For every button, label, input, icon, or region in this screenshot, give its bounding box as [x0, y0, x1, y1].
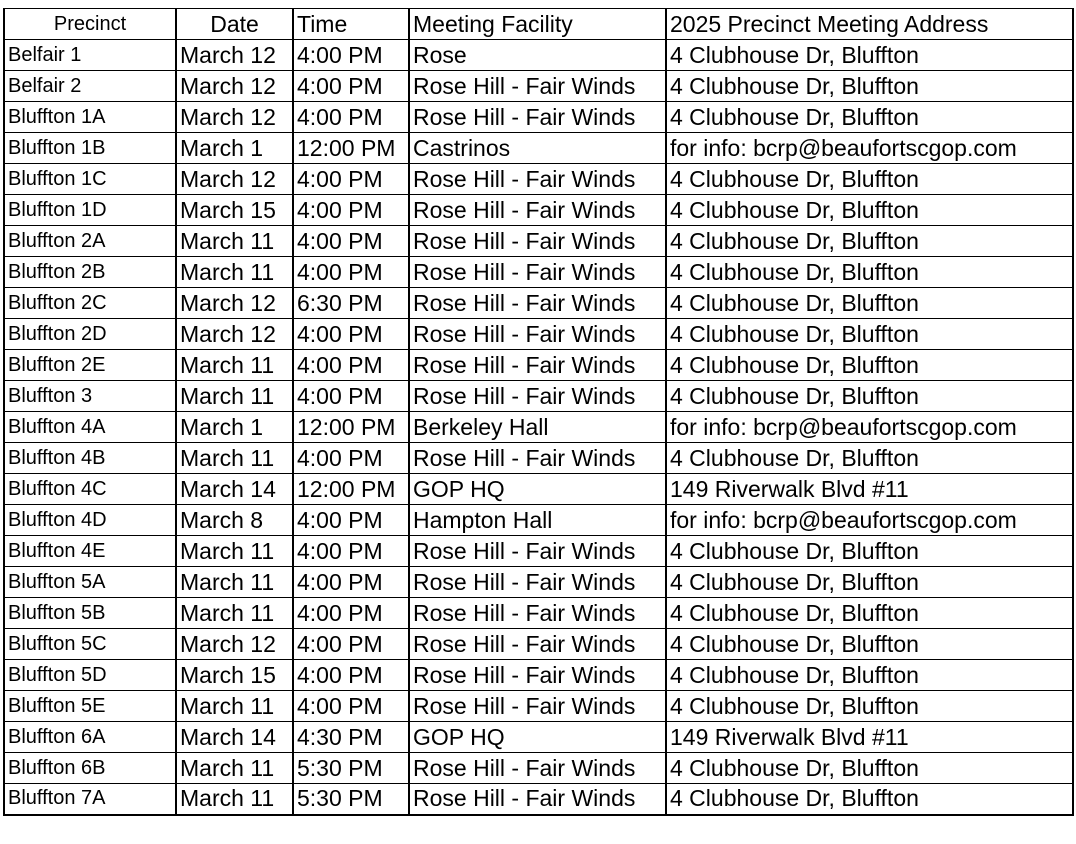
meeting-facility-cell: Hampton Hall — [409, 505, 666, 536]
meeting-facility-cell: Rose Hill - Fair Winds — [409, 195, 666, 226]
table-row — [4, 350, 1073, 381]
precinct-cell: Bluffton 1D — [4, 195, 176, 226]
time-cell: 4:00 PM — [293, 505, 409, 536]
date-cell: March 12 — [176, 40, 293, 71]
meeting-address-cell: 4 Clubhouse Dr, Bluffton — [666, 443, 1073, 474]
table-row — [4, 319, 1073, 350]
meeting-facility-cell: Rose Hill - Fair Winds — [409, 660, 666, 691]
meeting-facility-cell: GOP HQ — [409, 722, 666, 753]
time-cell: 4:00 PM — [293, 691, 409, 722]
meeting-facility-cell: Rose Hill - Fair Winds — [409, 257, 666, 288]
precinct-cell: Bluffton 2B — [4, 257, 176, 288]
time-cell: 4:00 PM — [293, 102, 409, 133]
table-row — [4, 567, 1073, 598]
date-cell: March 12 — [176, 71, 293, 102]
time-cell: 12:00 PM — [293, 412, 409, 443]
meeting-facility-cell: Rose Hill - Fair Winds — [409, 319, 666, 350]
date-cell: March 11 — [176, 753, 293, 784]
meeting-address-cell: 4 Clubhouse Dr, Bluffton — [666, 691, 1073, 722]
precinct-cell: Bluffton 4C — [4, 474, 176, 505]
precinct-cell: Bluffton 6A — [4, 722, 176, 753]
meeting-address-cell: 149 Riverwalk Blvd #11 — [666, 722, 1073, 753]
date-cell: March 12 — [176, 629, 293, 660]
meeting-address-cell: 4 Clubhouse Dr, Bluffton — [666, 660, 1073, 691]
precinct-cell: Bluffton 5B — [4, 598, 176, 629]
date-cell: March 8 — [176, 505, 293, 536]
meeting-facility-cell: Rose Hill - Fair Winds — [409, 226, 666, 257]
meeting-address-cell: for info: bcrp@beaufortscgop.com — [666, 412, 1073, 443]
meeting-address-cell: 4 Clubhouse Dr, Bluffton — [666, 381, 1073, 412]
date-cell: March 11 — [176, 381, 293, 412]
meeting-facility-cell: Rose Hill - Fair Winds — [409, 567, 666, 598]
table-row — [4, 629, 1073, 660]
table-row — [4, 40, 1073, 71]
meeting-facility-cell: Rose Hill - Fair Winds — [409, 443, 666, 474]
meeting-address-cell: 4 Clubhouse Dr, Bluffton — [666, 102, 1073, 133]
time-cell: 4:00 PM — [293, 598, 409, 629]
meeting-address-cell: 4 Clubhouse Dr, Bluffton — [666, 226, 1073, 257]
time-cell: 5:30 PM — [293, 784, 409, 815]
table-row — [4, 133, 1073, 164]
meeting-address-cell: 4 Clubhouse Dr, Bluffton — [666, 319, 1073, 350]
date-cell: March 11 — [176, 691, 293, 722]
meeting-facility-cell: Rose Hill - Fair Winds — [409, 691, 666, 722]
meeting-facility-cell: Rose Hill - Fair Winds — [409, 784, 666, 815]
time-cell: 4:00 PM — [293, 40, 409, 71]
meeting-facility-cell: Rose Hill - Fair Winds — [409, 598, 666, 629]
table-row — [4, 505, 1073, 536]
table-row — [4, 722, 1073, 753]
time-cell: 4:00 PM — [293, 660, 409, 691]
date-cell: March 11 — [176, 536, 293, 567]
meeting-facility-cell: Rose Hill - Fair Winds — [409, 288, 666, 319]
time-cell: 12:00 PM — [293, 133, 409, 164]
precinct-cell: Belfair 2 — [4, 71, 176, 102]
table-row — [4, 753, 1073, 784]
time-cell: 4:00 PM — [293, 257, 409, 288]
precinct-cell: Bluffton 2C — [4, 288, 176, 319]
time-cell: 4:00 PM — [293, 381, 409, 412]
precinct-cell: Bluffton 7A — [4, 784, 176, 815]
header-row — [4, 9, 1073, 40]
table-row — [4, 474, 1073, 505]
time-cell: 4:00 PM — [293, 226, 409, 257]
meeting-address-cell: 4 Clubhouse Dr, Bluffton — [666, 753, 1073, 784]
meeting-address-cell: 4 Clubhouse Dr, Bluffton — [666, 598, 1073, 629]
date-cell: March 1 — [176, 412, 293, 443]
header-time: Time — [293, 9, 409, 40]
date-cell: March 14 — [176, 474, 293, 505]
precinct-meetings-table — [3, 8, 1074, 816]
table-row — [4, 412, 1073, 443]
date-cell: March 11 — [176, 257, 293, 288]
header-precinct: Precinct — [4, 9, 176, 40]
precinct-cell: Bluffton 2A — [4, 226, 176, 257]
meeting-address-cell: 4 Clubhouse Dr, Bluffton — [666, 784, 1073, 815]
date-cell: March 14 — [176, 722, 293, 753]
meeting-address-cell: for info: bcrp@beaufortscgop.com — [666, 505, 1073, 536]
table-row — [4, 691, 1073, 722]
precinct-cell: Bluffton 2E — [4, 350, 176, 381]
meeting-address-cell: 4 Clubhouse Dr, Bluffton — [666, 195, 1073, 226]
date-cell: March 15 — [176, 660, 293, 691]
meeting-facility-cell: GOP HQ — [409, 474, 666, 505]
time-cell: 5:30 PM — [293, 753, 409, 784]
date-cell: March 12 — [176, 319, 293, 350]
time-cell: 4:00 PM — [293, 164, 409, 195]
date-cell: March 12 — [176, 288, 293, 319]
table-row — [4, 536, 1073, 567]
time-cell: 4:00 PM — [293, 567, 409, 598]
meeting-facility-cell: Rose Hill - Fair Winds — [409, 71, 666, 102]
precinct-cell: Bluffton 1B — [4, 133, 176, 164]
time-cell: 4:00 PM — [293, 350, 409, 381]
date-cell: March 11 — [176, 567, 293, 598]
precinct-cell: Bluffton 4B — [4, 443, 176, 474]
time-cell: 4:00 PM — [293, 71, 409, 102]
precinct-cell: Bluffton 4A — [4, 412, 176, 443]
date-cell: March 12 — [176, 164, 293, 195]
meeting-address-cell: 4 Clubhouse Dr, Bluffton — [666, 629, 1073, 660]
meeting-address-cell: 4 Clubhouse Dr, Bluffton — [666, 288, 1073, 319]
precinct-cell: Bluffton 5D — [4, 660, 176, 691]
precinct-cell: Bluffton 5A — [4, 567, 176, 598]
meeting-address-cell: 4 Clubhouse Dr, Bluffton — [666, 350, 1073, 381]
table-row — [4, 288, 1073, 319]
time-cell: 4:00 PM — [293, 195, 409, 226]
precinct-cell: Bluffton 5C — [4, 629, 176, 660]
date-cell: March 15 — [176, 195, 293, 226]
precinct-cell: Bluffton 6B — [4, 753, 176, 784]
meeting-facility-cell: Rose Hill - Fair Winds — [409, 381, 666, 412]
precinct-cell: Belfair 1 — [4, 40, 176, 71]
table-row — [4, 381, 1073, 412]
precinct-cell: Bluffton 4E — [4, 536, 176, 567]
table-row — [4, 164, 1073, 195]
time-cell: 4:00 PM — [293, 319, 409, 350]
header-date: Date — [176, 9, 293, 40]
meeting-facility-cell: Rose Hill - Fair Winds — [409, 164, 666, 195]
date-cell: March 11 — [176, 350, 293, 381]
meeting-address-cell: 4 Clubhouse Dr, Bluffton — [666, 71, 1073, 102]
precinct-cell: Bluffton 4D — [4, 505, 176, 536]
meeting-address-cell: 4 Clubhouse Dr, Bluffton — [666, 257, 1073, 288]
precinct-cell: Bluffton 1A — [4, 102, 176, 133]
meeting-facility-cell: Rose Hill - Fair Winds — [409, 102, 666, 133]
table-row — [4, 226, 1073, 257]
table-row — [4, 102, 1073, 133]
meeting-address-cell: for info: bcrp@beaufortscgop.com — [666, 133, 1073, 164]
table-row — [4, 784, 1073, 815]
meeting-facility-cell: Rose Hill - Fair Winds — [409, 536, 666, 567]
table-row — [4, 443, 1073, 474]
header-meeting-address: 2025 Precinct Meeting Address — [666, 9, 1073, 40]
meeting-address-cell: 4 Clubhouse Dr, Bluffton — [666, 567, 1073, 598]
meeting-facility-cell: Berkeley Hall — [409, 412, 666, 443]
meeting-facility-cell: Castrinos — [409, 133, 666, 164]
header-meeting-facility: Meeting Facility — [409, 9, 666, 40]
time-cell: 12:00 PM — [293, 474, 409, 505]
date-cell: March 11 — [176, 443, 293, 474]
precinct-cell: Bluffton 3 — [4, 381, 176, 412]
table-header — [4, 9, 1073, 40]
table-body — [4, 40, 1073, 815]
precinct-cell: Bluffton 1C — [4, 164, 176, 195]
date-cell: March 11 — [176, 784, 293, 815]
time-cell: 4:00 PM — [293, 536, 409, 567]
time-cell: 6:30 PM — [293, 288, 409, 319]
precinct-cell: Bluffton 5E — [4, 691, 176, 722]
meeting-address-cell: 149 Riverwalk Blvd #11 — [666, 474, 1073, 505]
date-cell: March 11 — [176, 598, 293, 629]
table-row — [4, 660, 1073, 691]
table-row — [4, 195, 1073, 226]
table-row — [4, 71, 1073, 102]
meeting-facility-cell: Rose Hill - Fair Winds — [409, 629, 666, 660]
time-cell: 4:00 PM — [293, 443, 409, 474]
table-row — [4, 257, 1073, 288]
meeting-address-cell: 4 Clubhouse Dr, Bluffton — [666, 40, 1073, 71]
meeting-facility-cell: Rose Hill - Fair Winds — [409, 753, 666, 784]
meeting-facility-cell: Rose — [409, 40, 666, 71]
date-cell: March 12 — [176, 102, 293, 133]
time-cell: 4:30 PM — [293, 722, 409, 753]
precinct-cell: Bluffton 2D — [4, 319, 176, 350]
date-cell: March 1 — [176, 133, 293, 164]
meeting-address-cell: 4 Clubhouse Dr, Bluffton — [666, 536, 1073, 567]
table-row — [4, 598, 1073, 629]
time-cell: 4:00 PM — [293, 629, 409, 660]
meeting-address-cell: 4 Clubhouse Dr, Bluffton — [666, 164, 1073, 195]
date-cell: March 11 — [176, 226, 293, 257]
meeting-facility-cell: Rose Hill - Fair Winds — [409, 350, 666, 381]
